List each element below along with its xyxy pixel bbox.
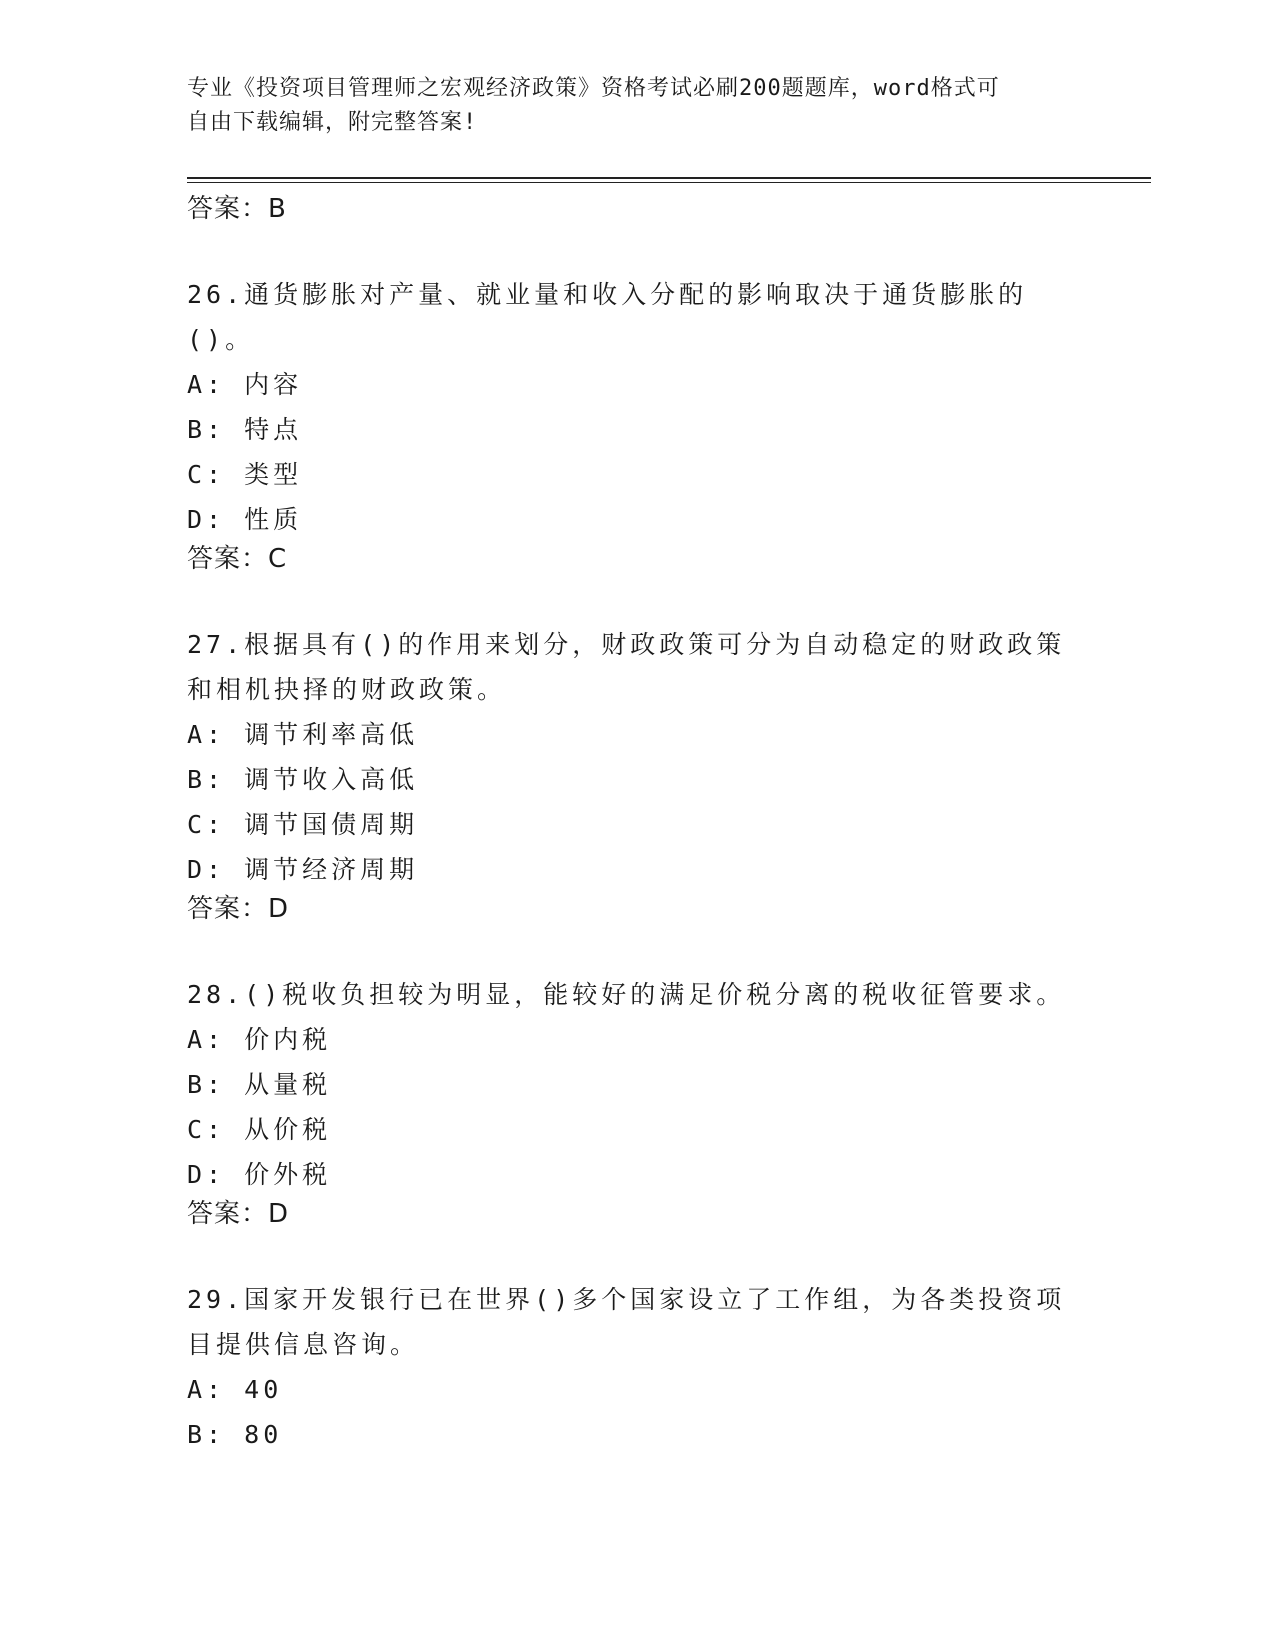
option-d: D: 调节经济周期 [187, 855, 419, 884]
answer-label: 答案：B [187, 194, 287, 224]
question-text: 27.根据具有()的作用来划分，财政政策可分为自动稳定的财政政策和相机抉择的财政政策。 [187, 630, 1066, 704]
question-text: 28.()税收负担较为明显，能较好的满足价税分离的税收征管要求。 [187, 980, 1066, 1009]
header-line-2: 自由下载编辑，附完整答案! [187, 110, 478, 135]
option-c: C: 类型 [187, 460, 303, 489]
question-text: 26.通货膨胀对产量、就业量和收入分配的影响取决于通货膨胀的()。 [187, 280, 1028, 354]
option-a: A: 调节利率高低 [187, 720, 419, 749]
option-a: A: 内容 [187, 370, 303, 399]
question-text: 29.国家开发银行已在世界()多个国家设立了工作组，为各类投资项目提供信息咨询。 [187, 1285, 1066, 1359]
document-header [187, 72, 1067, 140]
answer-label: 答案：D [187, 1199, 290, 1229]
option-c: C: 从价税 [187, 1115, 332, 1144]
option-b: B: 特点 [187, 415, 303, 444]
option-a: A: 价内税 [187, 1025, 332, 1054]
option-d: D: 价外税 [187, 1160, 332, 1189]
header-divider-thick [187, 177, 1151, 179]
question-block-26 [187, 272, 1077, 576]
question-list [187, 192, 1077, 1457]
option-b: B: 80 [187, 1420, 283, 1449]
question-block-28 [187, 972, 1077, 1231]
option-c: C: 调节国债周期 [187, 810, 419, 839]
option-d: D: 性质 [187, 505, 303, 534]
header-divider-thin [187, 182, 1151, 183]
option-a: A: 40 [187, 1375, 283, 1404]
option-b: B: 调节收入高低 [187, 765, 419, 794]
question-block-27 [187, 622, 1077, 926]
question-block-29 [187, 1277, 1077, 1457]
answer-label: 答案：C [187, 544, 288, 574]
option-b: B: 从量税 [187, 1070, 332, 1099]
header-line-1: 专业《投资项目管理师之宏观经济政策》资格考试必刷200题题库，word格式可 [187, 76, 1000, 101]
answer-label: 答案：D [187, 894, 290, 924]
